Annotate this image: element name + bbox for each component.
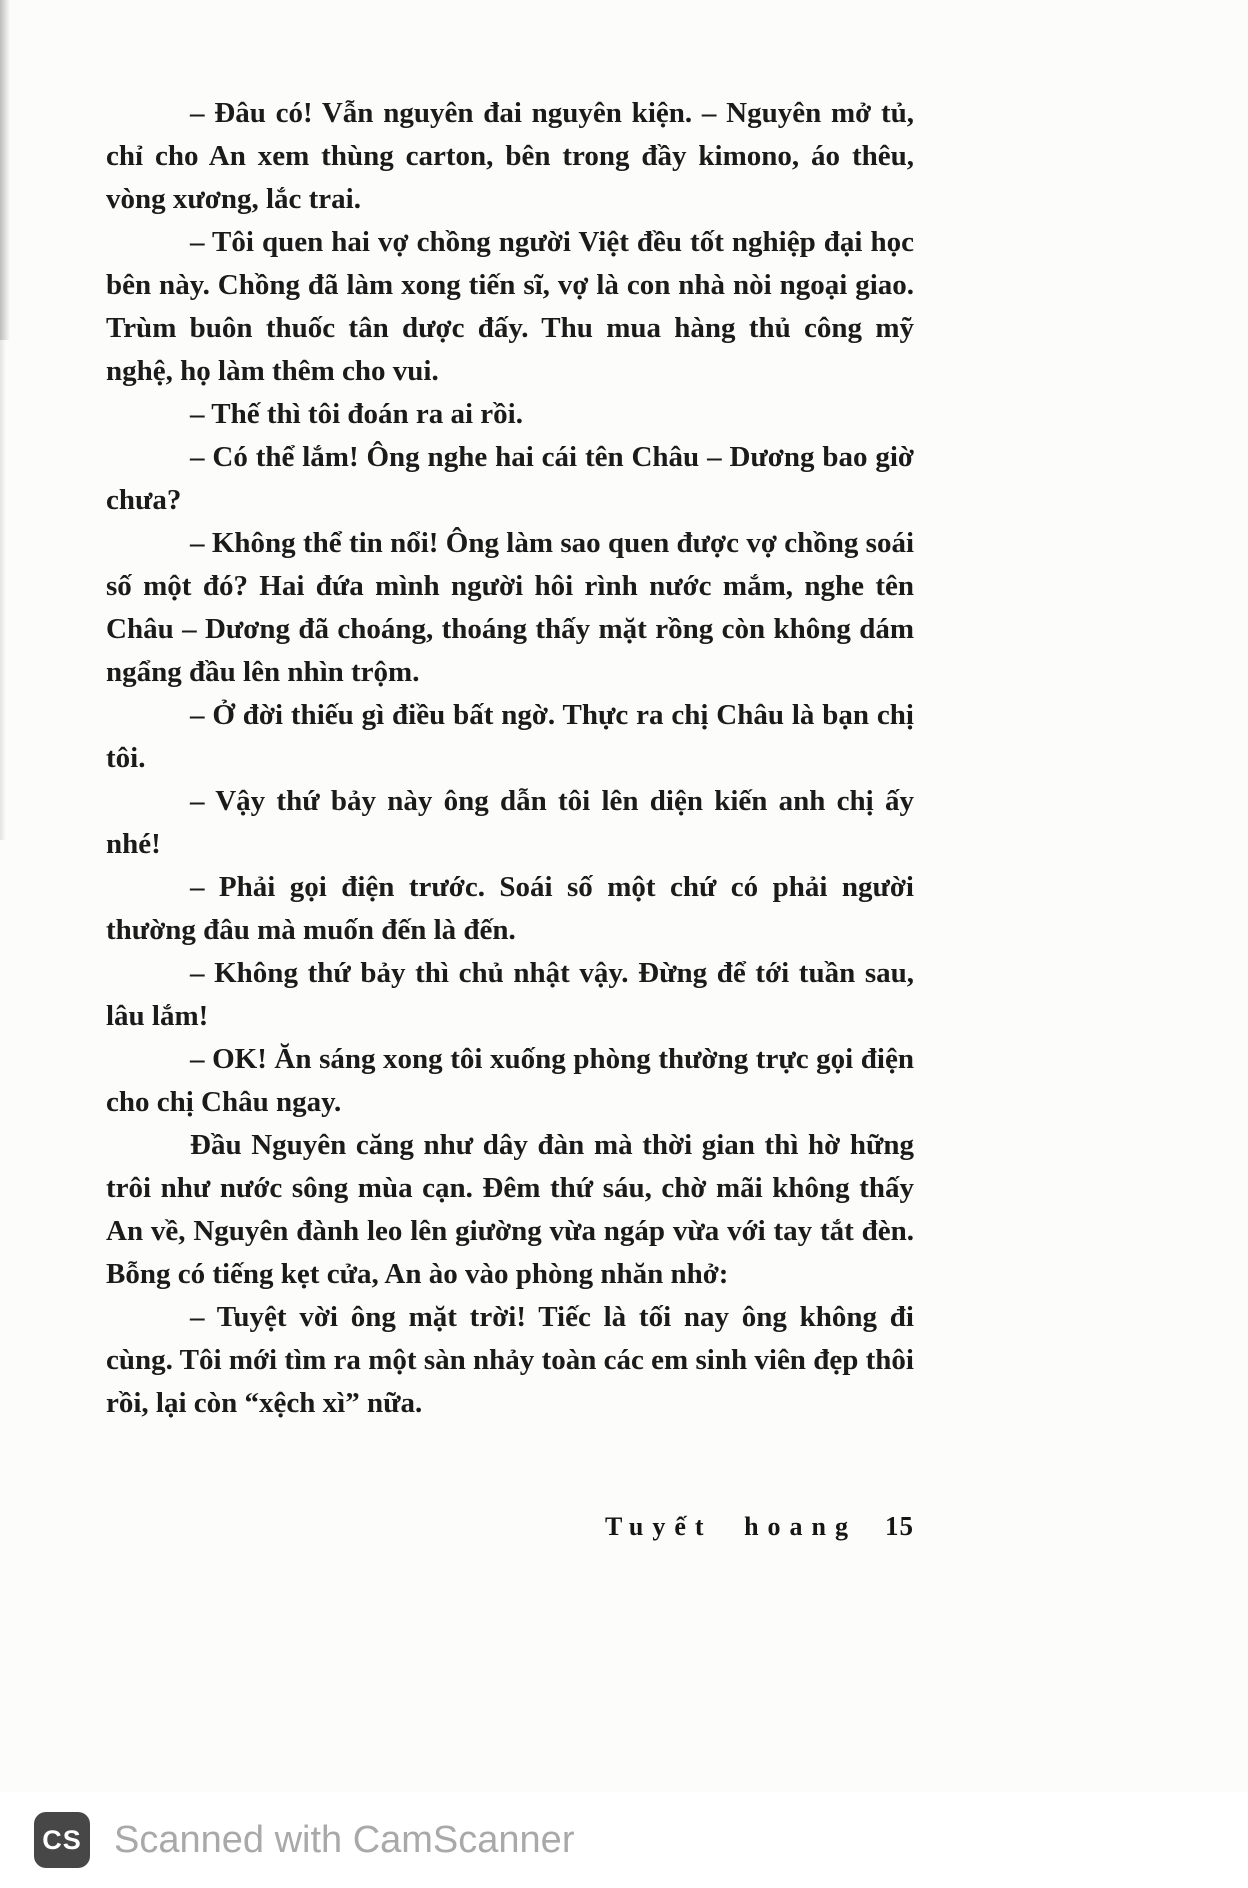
paragraph: – Ở đời thiếu gì điều bất ngờ. Thực ra chị Châu là bạn chị tôi. (106, 699, 914, 774)
paragraph: – Phải gọi điện trước. Soái số một chứ có phải người thường đâu mà muốn đến là đến. (106, 871, 914, 946)
paragraph: – Đâu có! Vẫn nguyên đai nguyên kiện. – Nguyên mở tủ, chỉ cho An xem thùng carton, bên trong đầy kimono, áo thêu, vòng xương, lắc trai. (106, 97, 914, 215)
paragraph: Đầu Nguyên căng như dây đàn mà thời gian thì hờ hững trôi như nước sông mùa cạn. Đêm thứ sáu, chờ mãi không thấy An về, Nguyên đành leo lên giường vừa ngáp vừa với tay tắt đèn. Bỗng có tiếng kẹt cửa, An ào vào phòng nhăn nhở: (106, 1129, 914, 1290)
paragraph: – Thế thì tôi đoán ra ai rồi. (190, 398, 523, 430)
page-footer (106, 1511, 914, 1542)
paragraph: – OK! Ăn sáng xong tôi xuống phòng thường trực gọi điện cho chị Châu ngay. (106, 1043, 914, 1118)
paragraph: – Tuyệt vời ông mặt trời! Tiếc là tối nay ông không đi cùng. Tôi mới tìm ra một sàn nhảy toàn các em sinh viên đẹp thôi rồi, lại còn “xệch xì” nữa. (106, 1301, 914, 1419)
paragraph: – Vậy thứ bảy này ông dẫn tôi lên diện kiến anh chị ấy nhé! (106, 785, 914, 860)
paragraph: – Không thứ bảy thì chủ nhật vậy. Đừng để tới tuần sau, lâu lắm! (106, 957, 914, 1032)
camscanner-watermark-text: Scanned with CamScanner (114, 1818, 575, 1861)
camscanner-logo-icon: CS (34, 1812, 90, 1868)
camscanner-watermark-bar (0, 1792, 1248, 1888)
paragraph: – Không thể tin nổi! Ông làm sao quen được vợ chồng soái số một đó? Hai đứa mình người hôi rình nước mắm, nghe tên Châu – Dương đã choáng, thoáng thấy mặt rồng còn không dám ngẩng đầu lên nhìn trộm. (106, 527, 914, 688)
paragraph: – Tôi quen hai vợ chồng người Việt đều tốt nghiệp đại học bên này. Chồng đã làm xong tiến sĩ, vợ là con nhà nòi ngoại giao. Trùm buôn thuốc tân dược đấy. Thu mua hàng thủ công mỹ nghệ, họ làm thêm cho vui. (106, 226, 914, 387)
book-title: Tuyết hoang (604, 1512, 857, 1541)
paragraph: – Có thể lắm! Ông nghe hai cái tên Châu – Dương bao giờ chưa? (106, 441, 914, 516)
page-text-block (106, 92, 914, 1425)
page-number: 15 (885, 1511, 914, 1541)
